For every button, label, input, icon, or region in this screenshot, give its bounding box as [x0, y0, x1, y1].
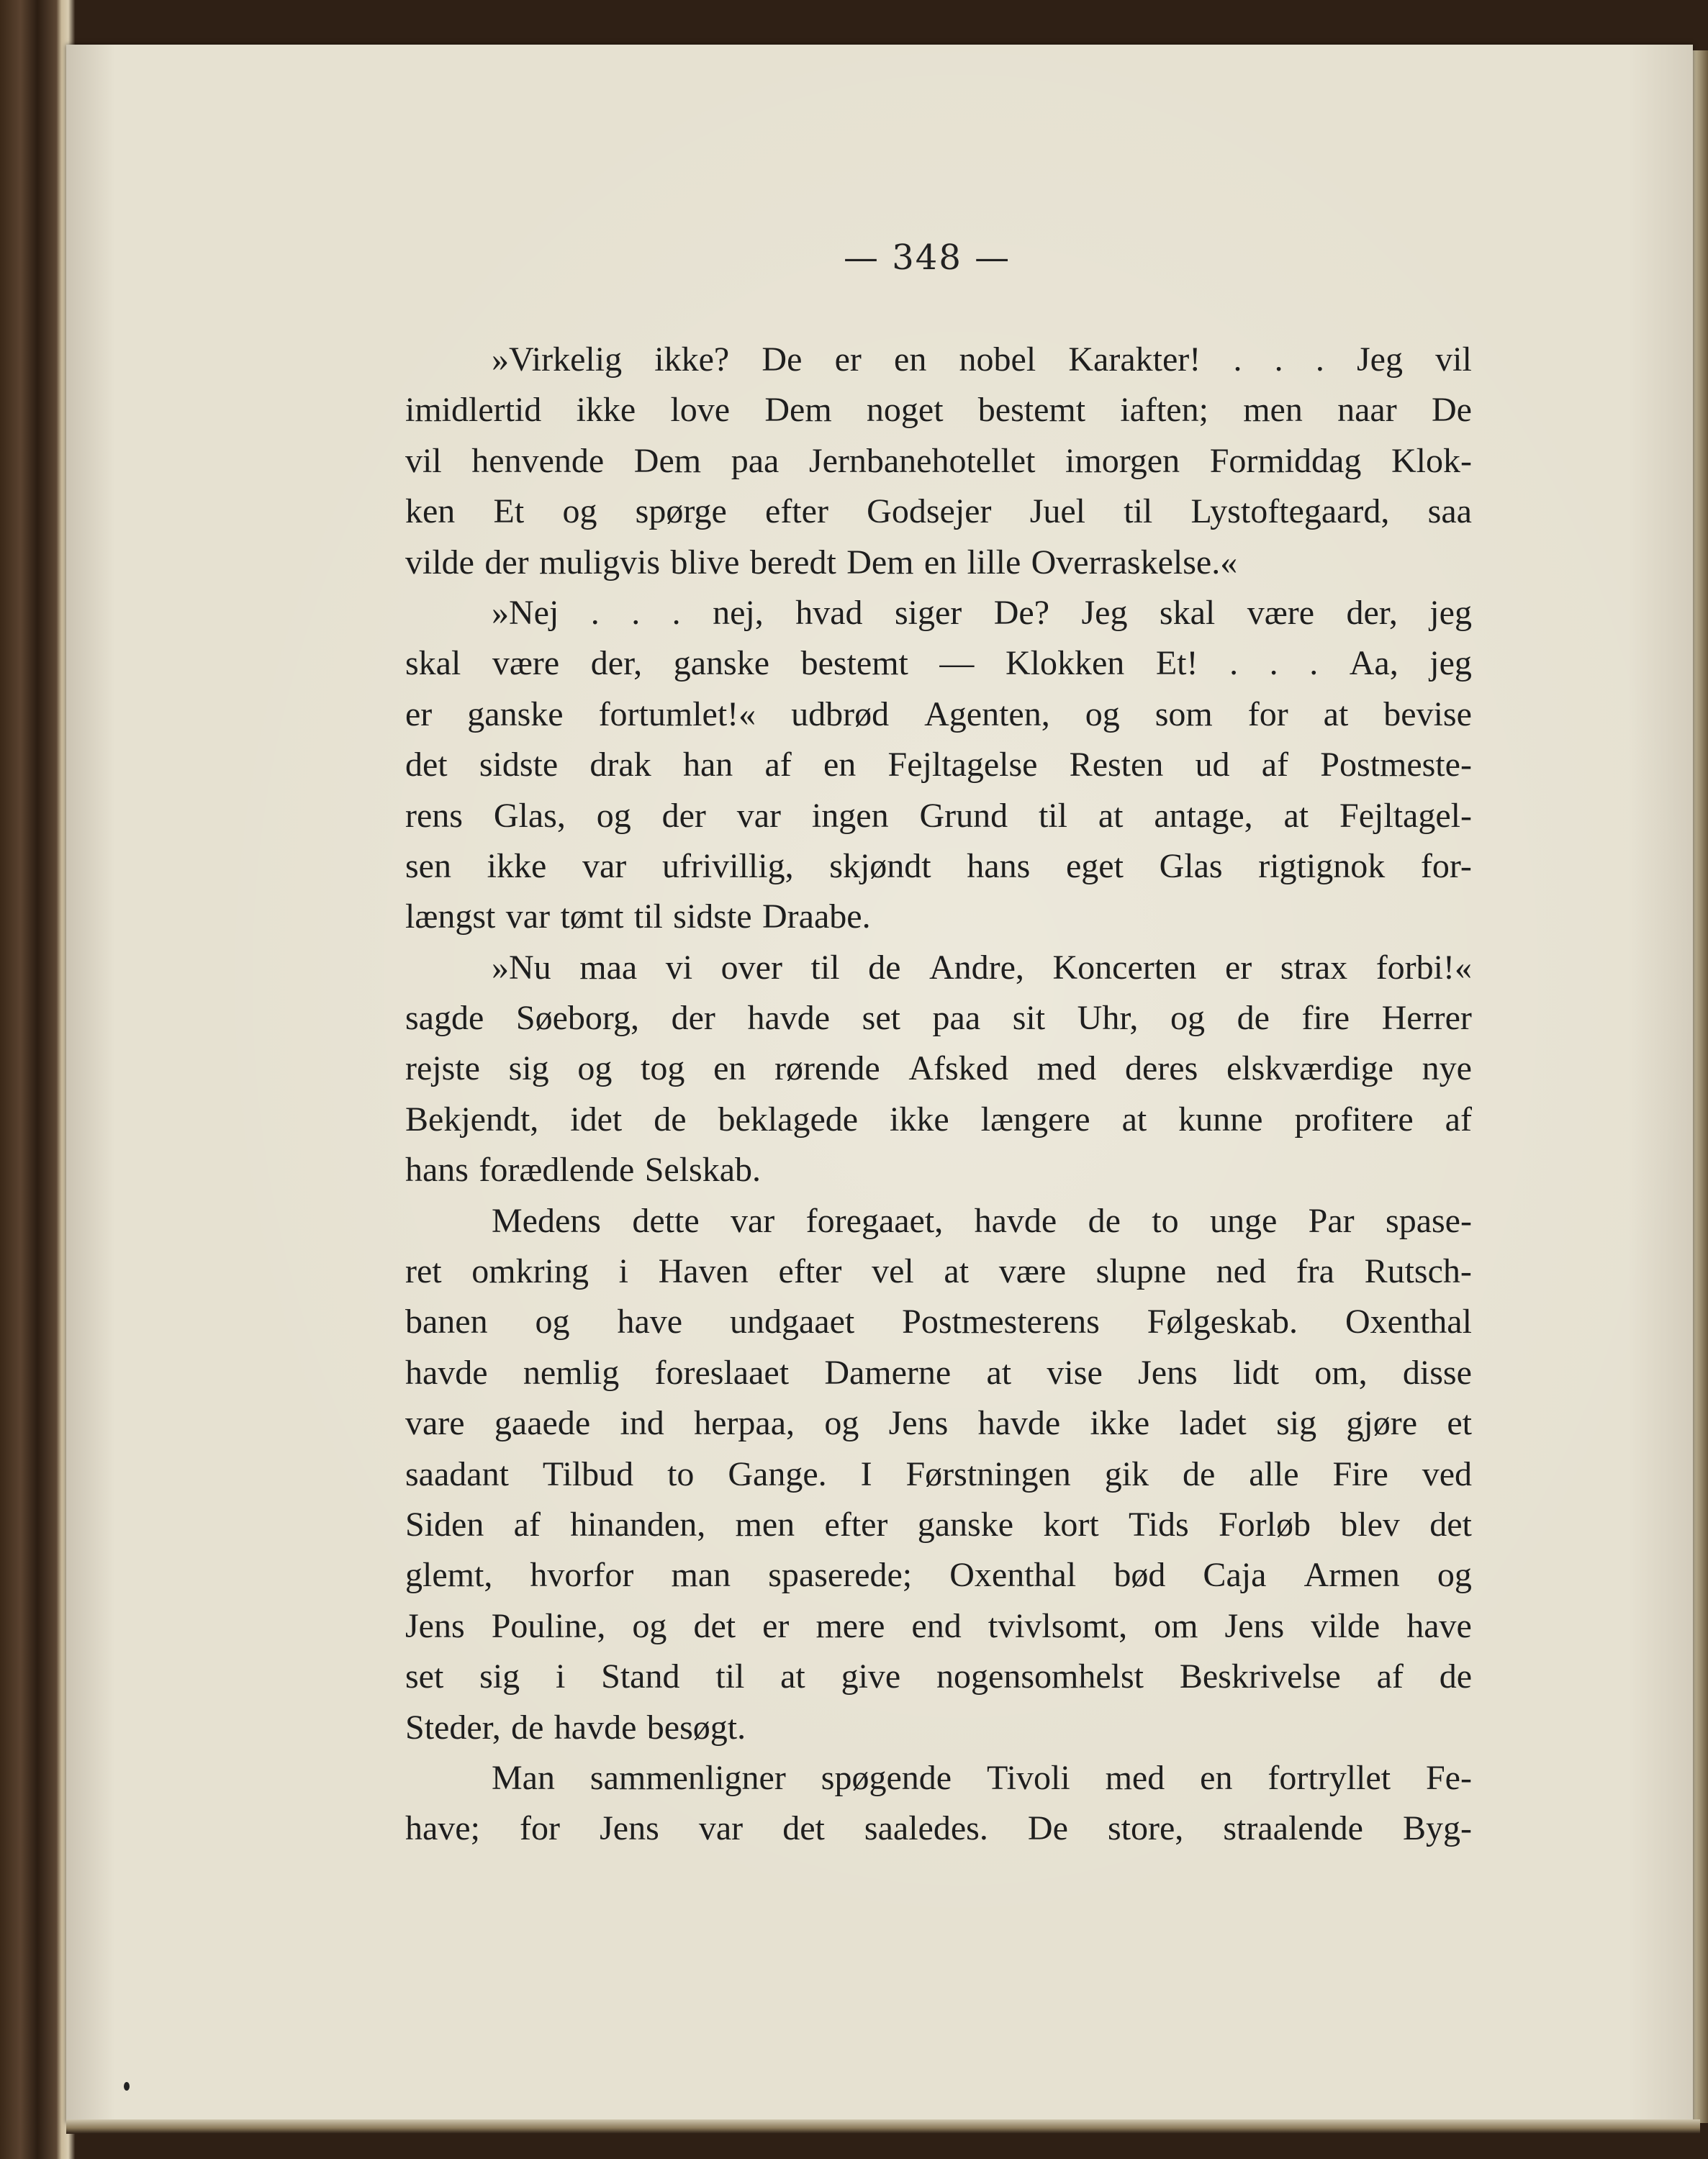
- text-line: Man sammenligner spøgende Tivoli med en fortryllet Fe-: [492, 1758, 1472, 1797]
- text-line: Bekjendt, idet de beklagede ikke længere at kunne profitere af: [405, 1100, 1472, 1139]
- text-line: det sidste drak han af en Fejltagelse Resten ud af Postmeste-: [405, 746, 1472, 784]
- page-number: — 348 —: [844, 237, 1011, 278]
- text-line: skal være der, ganske bestemt — Klokken Et! . . . Aa, jeg: [405, 644, 1472, 683]
- text-line: banen og have undgaaet Postmesterens Følgeskab. Oxenthal: [405, 1303, 1472, 1341]
- text-line: Medens dette var foregaaet, havde de to unge Par spase-: [492, 1201, 1472, 1240]
- text-line: have; for Jens var det saaledes. De store, straalende Byg-: [405, 1809, 1472, 1848]
- body-text: [405, 335, 1472, 1855]
- text-line: sagde Søeborg, der havde set paa sit Uhr, og de fire Herrer: [405, 999, 1472, 1038]
- text-line: er ganske fortumlet!« udbrød Agenten, og som for at bevise: [405, 694, 1472, 733]
- text-line: hans forædlende Selskab.: [405, 1151, 762, 1190]
- text-line: imidlertid ikke love Dem noget bestemt iaften; men naar De: [405, 391, 1472, 430]
- text-line: havde nemlig foreslaaet Damerne at vise Jens lidt om, disse: [405, 1353, 1472, 1392]
- text-line: ret omkring i Haven efter vel at være slupne ned fra Rutsch-: [405, 1252, 1472, 1291]
- page-bottom-edge: [66, 2119, 1700, 2134]
- text-line: set sig i Stand til at give nogensomhelst Beskrivelse af de: [405, 1657, 1472, 1696]
- text-line: ken Et og spørge efter Godsejer Juel til Lystoftegaard, saa: [405, 492, 1472, 531]
- text-line: sen ikke var ufrivillig, skjøndt hans eget Glas rigtignok for-: [405, 846, 1472, 885]
- text-line: saadant Tilbud to Gange. I Førstningen gik de alle Fire ved: [405, 1454, 1472, 1493]
- ink-speck: [124, 2082, 130, 2091]
- text-line: glemt, hvorfor man spaserede; Oxenthal bød Caja Armen og: [405, 1556, 1472, 1595]
- text-line: vil henvende Dem paa Jernbanehotellet imorgen Formiddag Klok-: [405, 441, 1472, 480]
- text-line: vare gaaede ind herpaa, og Jens havde ikke ladet sig gjøre et: [405, 1404, 1472, 1443]
- text-line: »Nej . . . nej, hvad siger De? Jeg skal være der, jeg: [492, 593, 1472, 632]
- text-line: længst var tømt til sidste Draabe.: [405, 897, 871, 936]
- text-line: Siden af hinanden, men efter ganske kort Tids Forløb blev det: [405, 1505, 1472, 1544]
- text-line: vilde der muligvis blive beredt Dem en lille Overraskelse.«: [405, 543, 1238, 581]
- text-line: Jens Pouline, og det er mere end tvivlsomt, om Jens vilde have: [405, 1606, 1472, 1645]
- text-line: rejste sig og tog en rørende Afsked med deres elskværdige nye: [405, 1049, 1472, 1088]
- text-line: »Virkelig ikke? De er en nobel Karakter! . . . Jeg vil: [492, 340, 1472, 379]
- text-line: »Nu maa vi over til de Andre, Koncerten er strax forbi!«: [492, 948, 1472, 987]
- text-line: rens Glas, og der var ingen Grund til at antage, at Fejltagel-: [405, 796, 1472, 835]
- text-line: Steder, de havde besøgt.: [405, 1708, 746, 1747]
